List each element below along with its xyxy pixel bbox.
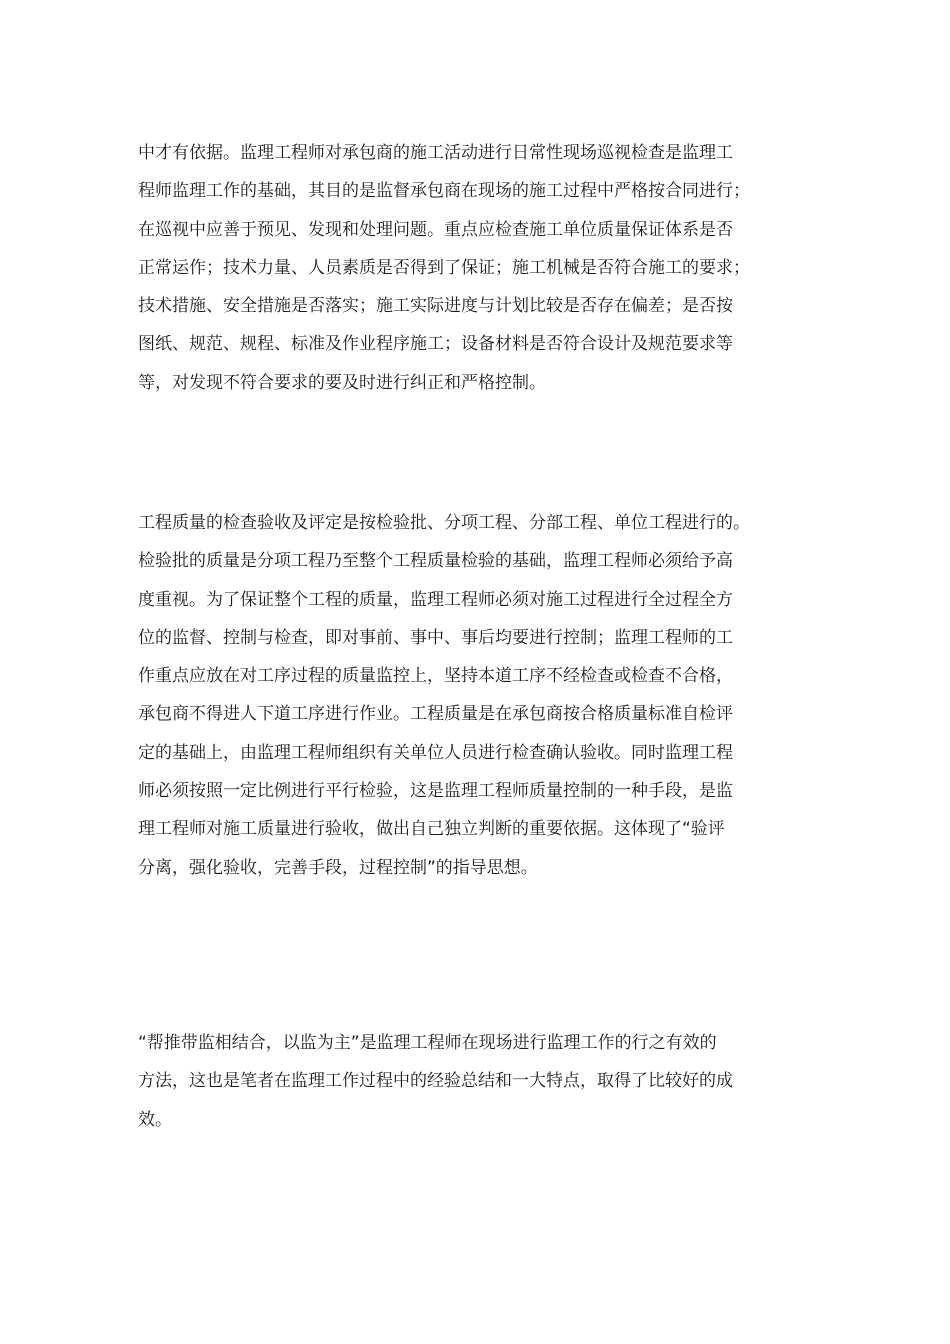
paragraph-3 — [138, 1024, 818, 1139]
paragraph-line: 承包商不得进人下道工序进行作业。工程质量是在承包商按合格质量标准自检评 — [138, 704, 733, 725]
paragraph-line: 分离，强化验收，完善手段，过程控制”的指导思想。 — [138, 857, 538, 878]
paragraph-line: 作重点应放在对工序过程的质量监控上，坚持本道工序不经检查或检查不合格， — [138, 666, 733, 687]
paragraph-line: 工程质量的检查验收及评定是按检验批、分项工程、分部工程、单位工程进行的。 — [138, 513, 750, 533]
paragraph-line: 度重视。为了保证整个工程的质量，监理工程师必须对施工过程进行全过程全方 — [138, 589, 733, 610]
paragraph-line: 等，对发现不符合要求的要及时进行纠正和严格控制。 — [138, 372, 546, 393]
paragraph-line: “帮推带监相结合，以监为主”是监理工程师在现场进行监理工作的行之有效的 — [138, 1033, 717, 1053]
paragraph-line: 在巡视中应善于预见、发现和处理问题。重点应检查施工单位质量保证体系是否 — [138, 219, 733, 240]
paragraph-line: 理工程师对施工质量进行验收，做出自己独立判断的重要依据。这体现了“验评 — [138, 819, 725, 840]
paragraph-line: 正常运作；技术力量、人员素质是否得到了保证；施工机械是否符合施工的要求； — [138, 257, 750, 278]
paragraph-line: 中才有依据。监理工程师对承包商的施工活动进行日常性现场巡视检查是监理工 — [138, 143, 733, 163]
paragraph-line: 程师监理工作的基础，其目的是监督承包商在现场的施工过程中严格按合同进行； — [138, 181, 750, 202]
paragraph-line: 师必须按照一定比例进行平行检验，这是监理工程师质量控制的一种手段，是监 — [138, 781, 733, 802]
paragraph-line: 图纸、规范、规程、标准及作业程序施工；设备材料是否符合设计及规范要求等 — [138, 334, 733, 355]
paragraph-1 — [138, 134, 818, 402]
paragraph-2 — [138, 504, 818, 887]
paragraph-line: 位的监督、控制与检查，即对事前、事中、事后均要进行控制；监理工程师的工 — [138, 627, 733, 648]
paragraph-line: 方法，这也是笔者在监理工作过程中的经验总结和一大特点，取得了比较好的成 — [138, 1071, 733, 1092]
paragraph-line: 技术措施、安全措施是否落实；施工实际进度与计划比较是否存在偏差；是否按 — [138, 296, 733, 317]
paragraph-line: 效。 — [138, 1109, 172, 1130]
paragraph-line: 检验批的质量是分项工程乃至整个工程质量检验的基础，监理工程师必须给予高 — [138, 551, 733, 572]
paragraph-line: 定的基础上，由监理工程师组织有关单位人员进行检查确认验收。同时监理工程 — [138, 742, 733, 763]
